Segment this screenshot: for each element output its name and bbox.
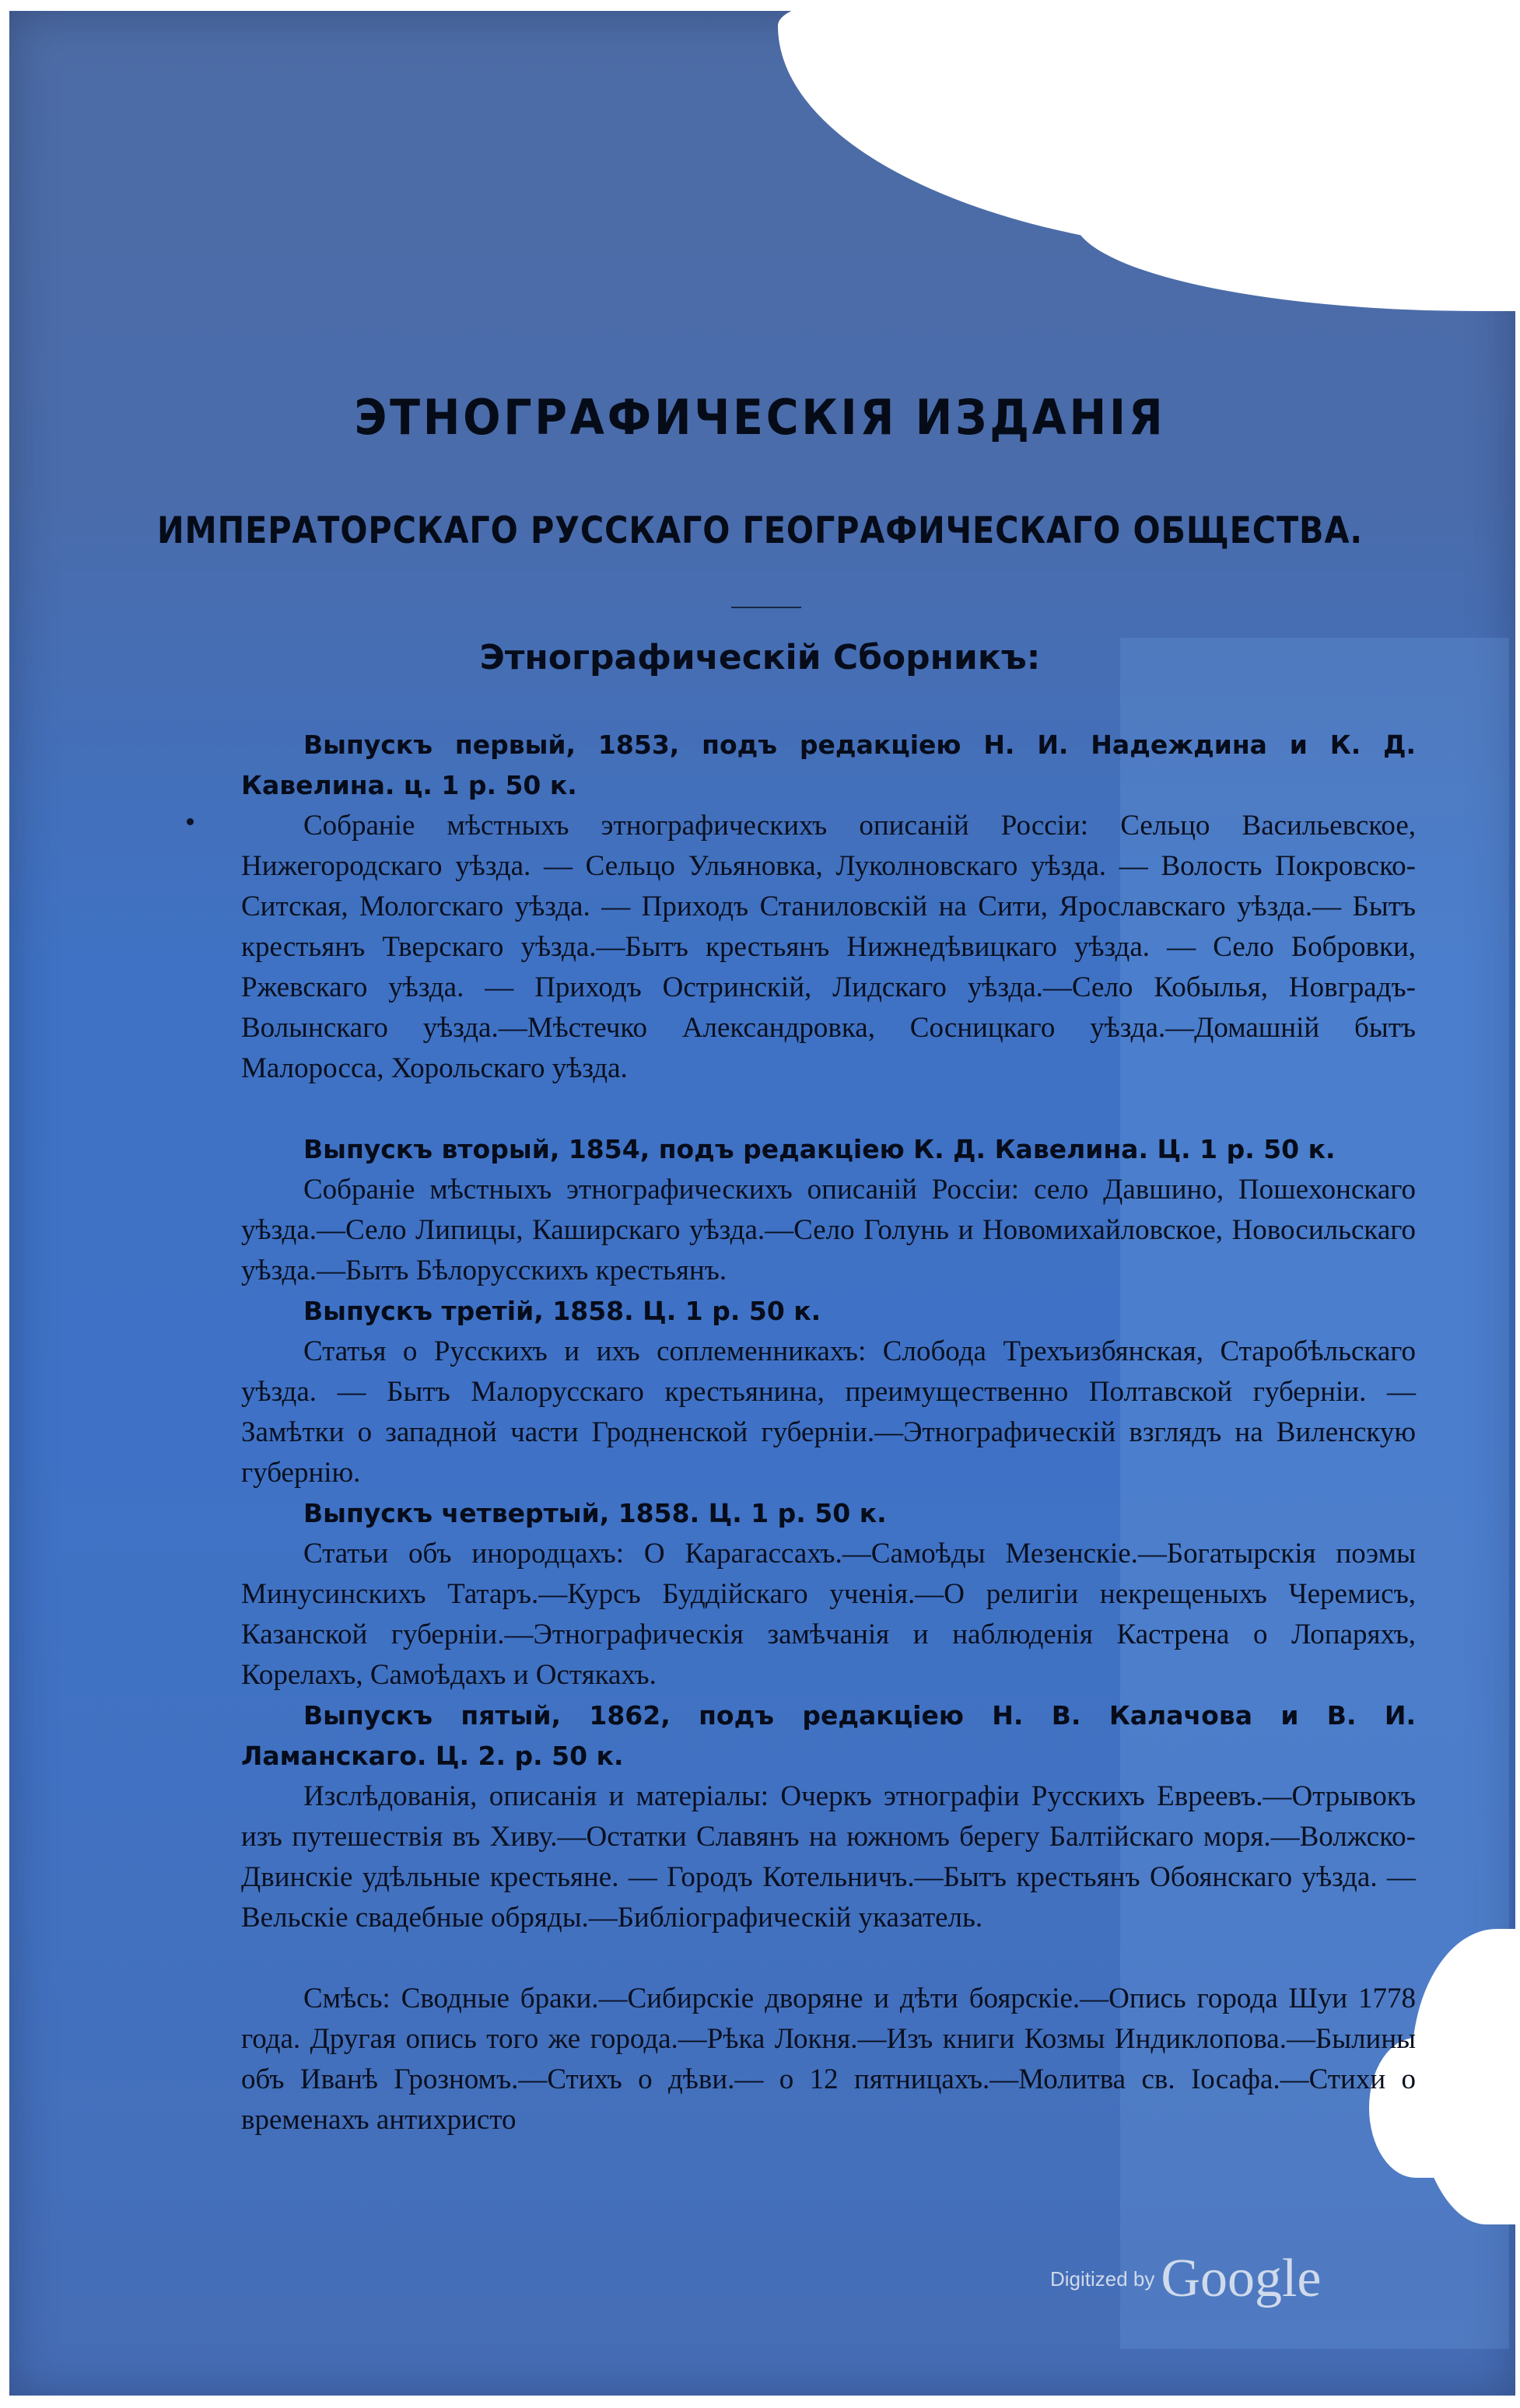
issue-5-contents: Изслѣдованія, описанія и матеріалы: Очеркъ этнографіи Русскихъ Евреевъ.—Отрывокъ изъ путешествія въ Хиву.—Остатки Славянъ на южномъ берегу Балтійскаго моря.—Волжско-Двинскіе удѣльные крестьяне. — Городъ Котельничъ.—Бытъ крестьянъ Обоянскаго уѣзда. — Вельскіе свадебные обряды.—Библіографическій указатель. <box>241 1780 1416 1934</box>
title-divider <box>731 607 801 608</box>
watermark-prefix: Digitized by <box>1050 2266 1155 2291</box>
issue-4-heading: Выпускъ четвертый, 1858. Ц. 1 р. 50 к. <box>303 1498 887 1528</box>
issue-2-heading: Выпускъ вторый, 1854, подъ редакціею К. Д. Кавелина. Ц. 1 р. 50 к. <box>303 1134 1336 1164</box>
issue-2-contents: Собраніе мѣстныхъ этнографическихъ описаній Россіи: село Давшино, Пошехонскаго уѣзда.—Село Липицы, Каширскаго уѣзда.—Село Голунь и Новомихайловское, Новосильскаго уѣзда.—Бытъ Бѣлорусскихъ крестьянъ. <box>241 1174 1416 1286</box>
section-title: Этнографическій Сборникъ: <box>479 638 1041 677</box>
issue-1-heading: Выпускъ первый, 1853, подъ редакціею Н. И. Надеждина и К. Д. Кавелина. ц. 1 р. 50 к. <box>241 730 1416 800</box>
google-logo: Google <box>1161 2249 1322 2308</box>
issue-3-heading: Выпускъ третій, 1858. Ц. 1 р. 50 к. <box>303 1296 821 1326</box>
digitized-watermark <box>1050 2248 1321 2310</box>
page-subtitle: ИМПЕРАТОРСКАГО РУССКАГО ГЕОГРАФИЧЕСКАГО ОБЩЕСТВА. <box>157 509 1363 552</box>
issue-1-contents: Собраніе мѣстныхъ этнографическихъ описаній Россіи: Сельцо Васильевское, Нижегородскаго уѣзда. — Сельцо Ульяновка, Луколновскаго уѣзда. — Волость Покровско-Ситская, Мологскаго уѣзда. — Приходъ Станиловскій на Сити, Ярославскаго уѣзда.— Бытъ крестьянъ Тверскаго уѣзда.—Бытъ крестьянъ Нижнедѣвицкаго уѣзда. — Село Бобровки, Ржевскаго уѣзда. — Приходъ Остринскій, Лидскаго уѣзда.—Село Кобылья, Новградъ-Волынскаго уѣзда.—Мѣстечко Александровка, Сосницкаго уѣзда.—Домашній бытъ Малоросса, Хорольскаго уѣзда. <box>241 810 1416 1084</box>
page-title: ЭТНОГРАФИЧЕСКІЯ ИЗДАНІЯ <box>354 389 1166 446</box>
issue-4-contents: Статьи объ инородцахъ: О Карагассахъ.—Самоѣды Мезенскіе.—Богатырскія поэмы Минусинскихъ Татаръ.—Курсъ Буддійскаго ученія.—О религіи некрещеныхъ Черемисъ, Казанской губерніи.—Этнографическія замѣчанія и наблюденія Кастрена о Лопаряхъ, Корелахъ, Самоѣдахъ и Остякахъ. <box>241 1538 1416 1691</box>
margin-dot <box>187 818 194 825</box>
issue-5-miscellany: Смѣсь: Сводные браки.—Сибирскіе дворяне и дѣти боярскіе.—Опись города Шуи 1778 года. Другая опись того же города.—Рѣка Локня.—Изъ книги Козмы Индиклопова.—Былины объ Иванѣ Грозномъ.—Стихъ о дѣви.— о 12 пятницахъ.—Молитва св. Іосафа.—Стихи о временахъ антихристо <box>241 1983 1416 2136</box>
issue-3-contents: Статья о Русскихъ и ихъ соплеменникахъ: Слобода Трехъизбянская, Старобѣльскаго уѣзда. — Бытъ Малорусскаго крестьянина, преимущественно Полтавской губерніи. — Замѣтки о западной части Гродненской губерніи.—Этнографическій взглядъ на Виленскую губернію. <box>241 1335 1416 1489</box>
issue-5-heading: Выпускъ пятый, 1862, подъ редакціею Н. В. Калачова и В. И. Ламанскаго. Ц. 2. р. 50 к. <box>241 1700 1416 1771</box>
